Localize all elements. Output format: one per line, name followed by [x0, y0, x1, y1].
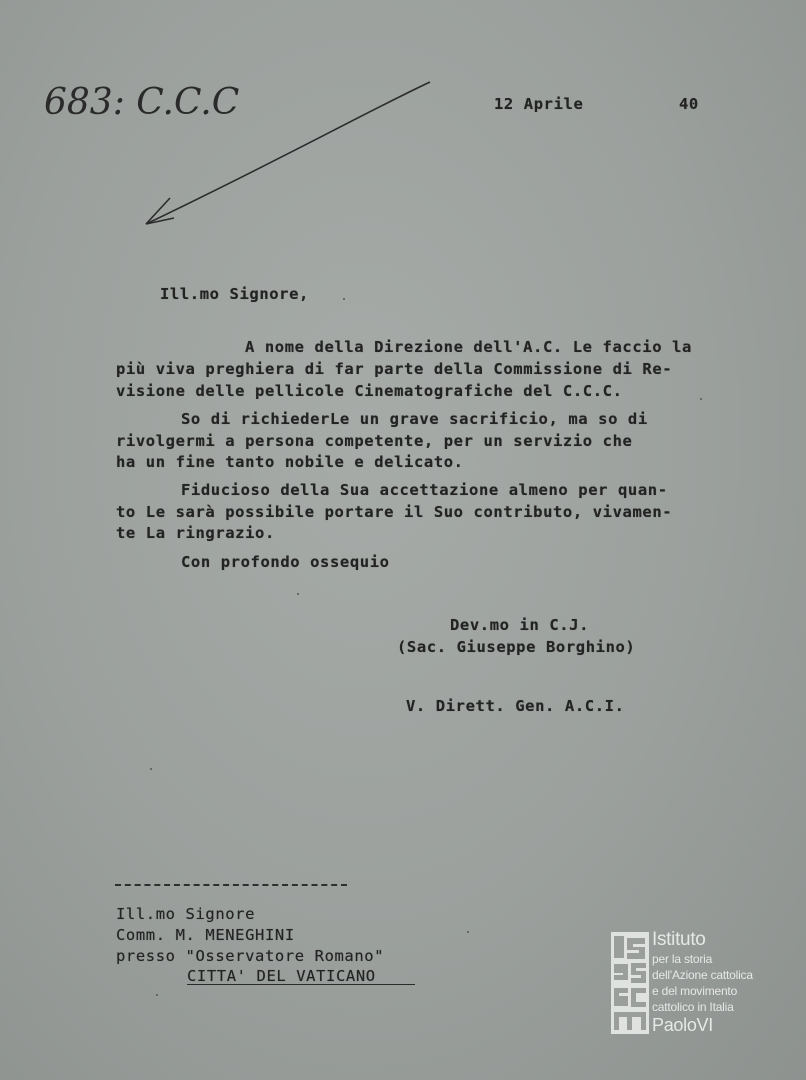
body-line: ha un fine tanto nobile e delicato. — [116, 453, 464, 471]
body-line: rivolgermi a persona competente, per un servizio che — [116, 432, 633, 450]
body-line: te La ringrazio. — [116, 524, 275, 542]
logo-line: e del movimento — [652, 984, 738, 998]
paper-speck — [156, 994, 158, 996]
body-line: Fiducioso della Sua accettazione almeno per quan- — [181, 481, 668, 499]
paper-speck — [150, 768, 152, 770]
salutation: Ill.mo Signore, — [160, 285, 309, 303]
signature-line: Dev.mo in C.J. — [450, 616, 590, 634]
logo-line: Istituto — [652, 929, 706, 950]
signature-title: V. Dirett. Gen. A.C.I. — [406, 697, 625, 715]
recipient-line: Ill.mo Signore — [116, 905, 256, 923]
institute-logo — [611, 930, 761, 1040]
signature-name: (Sac. Giuseppe Borghino) — [397, 638, 636, 656]
paper-speck — [700, 398, 702, 400]
paper-speck — [297, 593, 299, 595]
closing-line: Con profondo ossequio — [181, 553, 390, 571]
handwritten-arrow-icon — [130, 70, 440, 235]
logo-line: per la storia — [652, 952, 713, 966]
body-line: So di richiederLe un grave sacrificio, ma so di — [181, 410, 648, 428]
paper-speck — [343, 298, 345, 300]
isacem-mark-icon — [611, 932, 649, 1034]
institute-logo-text — [652, 930, 753, 1034]
logo-line: dell'Azione cattolica — [652, 968, 753, 982]
paper-speck — [467, 931, 469, 933]
body-line: visione delle pellicole Cinematografiche del C.C.C. — [116, 382, 623, 400]
letter-year: 40 — [679, 95, 699, 113]
logo-line: cattolico in Italia — [652, 1000, 734, 1014]
recipient-city: CITTA' DEL VATICANO — [187, 967, 376, 985]
body-line: A nome della Direzione dell'A.C. Le faccio la — [245, 338, 692, 356]
body-line: to Le sarà possibile portare il Suo contributo, vivamen- — [116, 503, 673, 521]
separator-line — [115, 884, 347, 886]
letter-date: 12 Aprile — [494, 95, 584, 113]
recipient-underline — [187, 984, 415, 985]
logo-line: PaoloVI — [652, 1015, 713, 1035]
recipient-line: Comm. M. MENEGHINI — [116, 926, 295, 944]
handwritten-annotation: 683: C.C.C — [44, 82, 240, 123]
body-line: più viva preghiera di far parte della Commissione di Re- — [116, 360, 673, 378]
recipient-line: presso "Osservatore Romano" — [116, 947, 385, 965]
